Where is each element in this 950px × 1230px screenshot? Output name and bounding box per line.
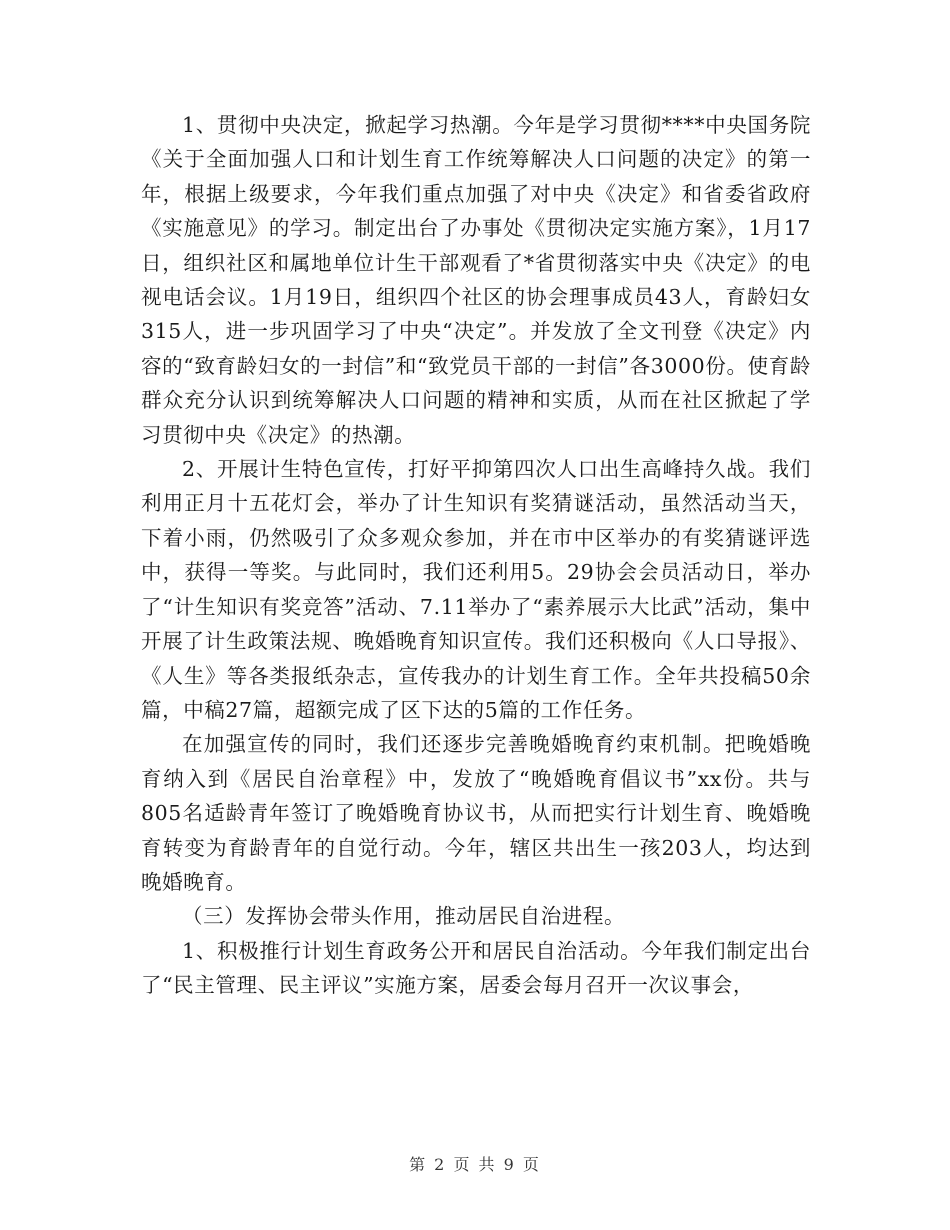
- page-footer: 第 2 页 共 9 页: [409, 1155, 541, 1174]
- section-heading: （三）发挥协会带头作用，推动居民自治进程。: [182, 904, 626, 929]
- document-body: [141, 108, 811, 1003]
- paragraph-4: 1、积极推行计划生育政务公开和居民自治活动。今年我们制定出台了“民主管理、民主评议”实施方案，居委会每月召开一次议事会，: [141, 938, 811, 998]
- paragraph-1: 1、贯彻中央决定，掀起学习热潮。今年是学习贯彻****中央国务院《关于全面加强人口和计划生育工作统筹解决人口问题的决定》的第一年，根据上级要求，今年我们重点加强了对中央《决定》和省委省政府《实施意见》的学习。制定出台了办事处《贯彻决定实施方案》，1月17日，组织社区和属地单位计生干部观看了*省贯彻落实中央《决定》的电视电话会议。1月19日，组织四个社区的协会理事成员43人，育龄妇女315人，进一步巩固学习了中央“决定”。并发放了全文刊登《决定》内容的“致育龄妇女的一封信”和“致党员干部的一封信”各3000份。使育龄群众充分认识到统筹解决人口问题的精神和实质，从而在社区掀起了学习贯彻中央《决定》的热潮。: [141, 113, 811, 447]
- paragraph-2: 2、开展计生特色宣传，打好平抑第四次人口出生高峰持久战。我们利用正月十五花灯会，举办了计生知识有奖猜谜活动，虽然活动当天，下着小雨，仍然吸引了众多观众参加，并在市中区举办的有奖猜谜评选中，获得一等奖。与此同时，我们还利用5。29协会会员活动日，举办了“计生知识有奖竞答”活动、7.11举办了“素养展示大比武”活动，集中开展了计生政策法规、晚婚晚育知识宣传。我们还积极向《人口导报》、《人生》等各类报纸杂志，宣传我办的计划生育工作。全年共投稿50余篇，中稿27篇，超额完成了区下达的5篇的工作任务。: [141, 457, 811, 722]
- paragraph-3: 在加强宣传的同时，我们还逐步完善晚婚晚育约束机制。把晚婚晚育纳入到《居民自治章程》中，发放了“晚婚晚育倡议书”xx份。共与805名适龄青年签订了晚婚晚育协议书，从而把实行计划生育、晚婚晚育转变为育龄青年的自觉行动。今年，辖区共出生一孩203人，均达到晚婚晚育。: [141, 732, 811, 894]
